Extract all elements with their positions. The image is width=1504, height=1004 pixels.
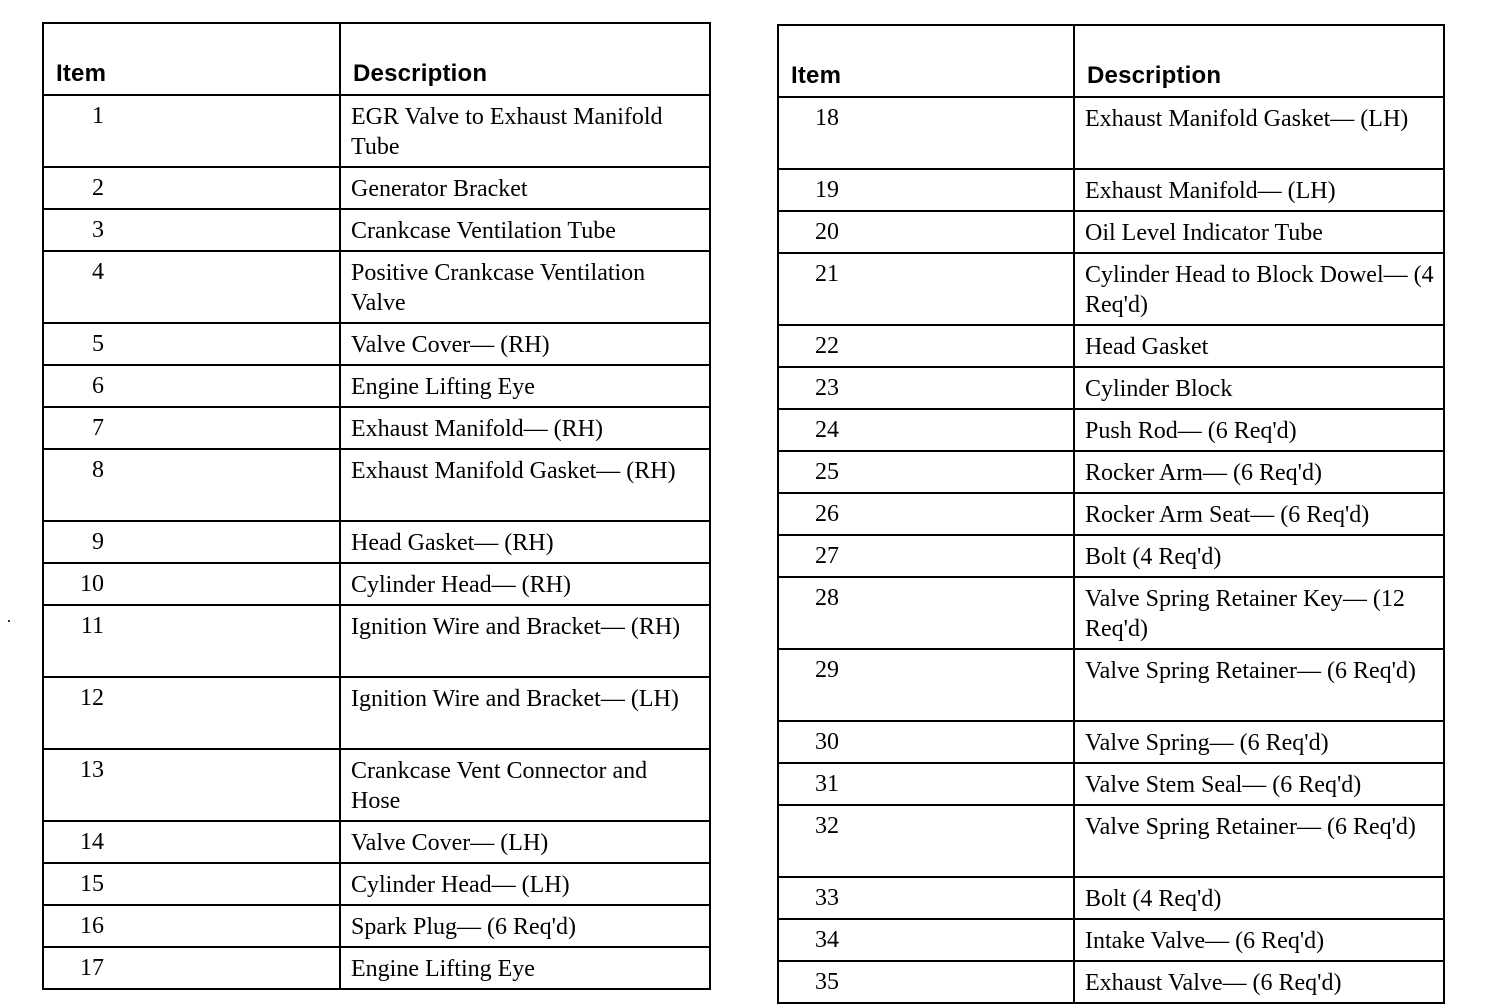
table-row <box>778 451 1444 493</box>
item-description: Cylinder Head— (LH) <box>340 863 710 905</box>
item-number-cell <box>778 535 1074 577</box>
table-row <box>43 209 710 251</box>
table-row <box>43 821 710 863</box>
item-number: 4 <box>92 259 104 285</box>
item-description: Cylinder Head to Block Dowel— (4 Req'd) <box>1074 253 1444 325</box>
item-number-cell <box>43 449 340 521</box>
table-row <box>43 521 710 563</box>
item-number: 12 <box>80 685 104 711</box>
item-description: Engine Lifting Eye <box>340 365 710 407</box>
table-row <box>778 367 1444 409</box>
item-description: Oil Level Indicator Tube <box>1074 211 1444 253</box>
item-number-cell <box>778 97 1074 169</box>
item-number: 14 <box>80 829 104 855</box>
item-description: Bolt (4 Req'd) <box>1074 535 1444 577</box>
item-number: 16 <box>80 913 104 939</box>
table-row <box>778 919 1444 961</box>
table-row <box>43 323 710 365</box>
item-number-cell <box>43 209 340 251</box>
item-number: 20 <box>815 219 839 245</box>
item-number-cell <box>43 521 340 563</box>
item-description: Head Gasket— (RH) <box>340 521 710 563</box>
item-number: 29 <box>815 657 839 683</box>
table-row <box>778 721 1444 763</box>
item-description: Ignition Wire and Bracket— (RH) <box>340 605 710 677</box>
header-row <box>43 23 710 95</box>
parts-table-left <box>42 22 711 990</box>
table-row <box>778 649 1444 721</box>
parts-table-body <box>778 97 1444 1003</box>
item-description: Cylinder Block <box>1074 367 1444 409</box>
item-description: Exhaust Manifold— (RH) <box>340 407 710 449</box>
item-number-cell <box>43 167 340 209</box>
item-description: Valve Cover— (LH) <box>340 821 710 863</box>
item-number: 17 <box>80 955 104 981</box>
item-number: 28 <box>815 585 839 611</box>
table-row <box>778 97 1444 169</box>
item-description: Exhaust Valve— (6 Req'd) <box>1074 961 1444 1003</box>
item-number-cell <box>778 961 1074 1003</box>
item-description: Spark Plug— (6 Req'd) <box>340 905 710 947</box>
item-description: Push Rod— (6 Req'd) <box>1074 409 1444 451</box>
item-number-cell <box>778 253 1074 325</box>
table-row <box>778 577 1444 649</box>
item-description: Exhaust Manifold— (LH) <box>1074 169 1444 211</box>
table-row <box>43 863 710 905</box>
table-row <box>778 877 1444 919</box>
item-description: Valve Spring Retainer— (6 Req'd) <box>1074 805 1444 877</box>
table-row <box>43 365 710 407</box>
item-description: Ignition Wire and Bracket— (LH) <box>340 677 710 749</box>
item-number-cell <box>43 905 340 947</box>
item-number: 15 <box>80 871 104 897</box>
item-number: 5 <box>92 331 104 357</box>
table-row <box>43 95 710 167</box>
item-description: Engine Lifting Eye <box>340 947 710 989</box>
table-row <box>43 605 710 677</box>
item-number-cell <box>43 677 340 749</box>
item-number: 25 <box>815 459 839 485</box>
item-number-cell <box>778 577 1074 649</box>
item-number: 1 <box>92 103 104 129</box>
table-row <box>778 763 1444 805</box>
item-description: Rocker Arm Seat— (6 Req'd) <box>1074 493 1444 535</box>
table-row <box>778 325 1444 367</box>
table-row <box>43 677 710 749</box>
item-number: 35 <box>815 969 839 995</box>
table-row <box>43 905 710 947</box>
item-number: 2 <box>92 175 104 201</box>
item-number-cell <box>43 251 340 323</box>
item-number: 33 <box>815 885 839 911</box>
table-row <box>43 749 710 821</box>
parts-table-right <box>777 24 1445 1004</box>
item-number: 22 <box>815 333 839 359</box>
item-number: 24 <box>815 417 839 443</box>
item-number: 19 <box>815 177 839 203</box>
item-description: Head Gasket <box>1074 325 1444 367</box>
description-column-header: Description <box>340 23 710 95</box>
item-description: Valve Spring Retainer— (6 Req'd) <box>1074 649 1444 721</box>
item-number-cell <box>778 877 1074 919</box>
item-number-cell <box>778 721 1074 763</box>
item-number-cell <box>43 947 340 989</box>
item-description: Valve Cover— (RH) <box>340 323 710 365</box>
stray-mark <box>8 620 10 622</box>
description-column-header: Description <box>1074 25 1444 97</box>
item-number-cell <box>43 605 340 677</box>
item-number: 11 <box>80 613 104 639</box>
item-number-cell <box>43 323 340 365</box>
table-row <box>778 961 1444 1003</box>
item-description: Exhaust Manifold Gasket— (LH) <box>1074 97 1444 169</box>
table-row <box>43 563 710 605</box>
item-number-cell <box>778 649 1074 721</box>
item-description: Valve Stem Seal— (6 Req'd) <box>1074 763 1444 805</box>
item-number: 23 <box>815 375 839 401</box>
item-number-cell <box>43 821 340 863</box>
table-row <box>43 947 710 989</box>
item-number-cell <box>778 325 1074 367</box>
table-row <box>43 167 710 209</box>
parts-table-body <box>43 95 710 989</box>
item-description: EGR Valve to Exhaust Manifold Tube <box>340 95 710 167</box>
item-description: Exhaust Manifold Gasket— (RH) <box>340 449 710 521</box>
item-description: Valve Spring Retainer Key— (12 Req'd) <box>1074 577 1444 649</box>
table-row <box>43 449 710 521</box>
item-description: Rocker Arm— (6 Req'd) <box>1074 451 1444 493</box>
item-number: 32 <box>815 813 839 839</box>
item-number: 34 <box>815 927 839 953</box>
item-description: Positive Crankcase Ventilation Valve <box>340 251 710 323</box>
item-number-cell <box>43 95 340 167</box>
header-row <box>778 25 1444 97</box>
item-number-cell <box>778 451 1074 493</box>
item-description: Crankcase Vent Connector and Hose <box>340 749 710 821</box>
table-row <box>778 409 1444 451</box>
item-number: 21 <box>815 261 839 287</box>
item-number-cell <box>778 211 1074 253</box>
item-number: 3 <box>92 217 104 243</box>
item-number-cell <box>778 493 1074 535</box>
item-number-cell <box>778 409 1074 451</box>
table-row <box>43 251 710 323</box>
table-row <box>778 211 1444 253</box>
item-number: 30 <box>815 729 839 755</box>
item-number-cell <box>778 805 1074 877</box>
table-row <box>778 535 1444 577</box>
item-number: 7 <box>92 415 104 441</box>
item-description: Cylinder Head— (RH) <box>340 563 710 605</box>
item-column-header: Item <box>43 23 340 95</box>
item-number-cell <box>43 563 340 605</box>
item-number: 27 <box>815 543 839 569</box>
item-number: 13 <box>80 757 104 783</box>
item-number: 6 <box>92 373 104 399</box>
table-row <box>778 169 1444 211</box>
table-row <box>43 407 710 449</box>
item-number: 8 <box>92 457 104 483</box>
table-row <box>778 493 1444 535</box>
item-description: Intake Valve— (6 Req'd) <box>1074 919 1444 961</box>
item-number: 31 <box>815 771 839 797</box>
item-column-header: Item <box>778 25 1074 97</box>
item-number: 26 <box>815 501 839 527</box>
item-number-cell <box>43 365 340 407</box>
item-number: 18 <box>815 105 839 131</box>
item-number: 10 <box>80 571 104 597</box>
item-description: Crankcase Ventilation Tube <box>340 209 710 251</box>
table-row <box>778 253 1444 325</box>
item-number-cell <box>778 919 1074 961</box>
item-number-cell <box>43 749 340 821</box>
item-description: Bolt (4 Req'd) <box>1074 877 1444 919</box>
item-number-cell <box>778 367 1074 409</box>
item-number-cell <box>43 407 340 449</box>
item-description: Valve Spring— (6 Req'd) <box>1074 721 1444 763</box>
item-number-cell <box>778 169 1074 211</box>
item-number: 9 <box>92 529 104 555</box>
table-row <box>778 805 1444 877</box>
item-description: Generator Bracket <box>340 167 710 209</box>
item-number-cell <box>43 863 340 905</box>
item-number-cell <box>778 763 1074 805</box>
